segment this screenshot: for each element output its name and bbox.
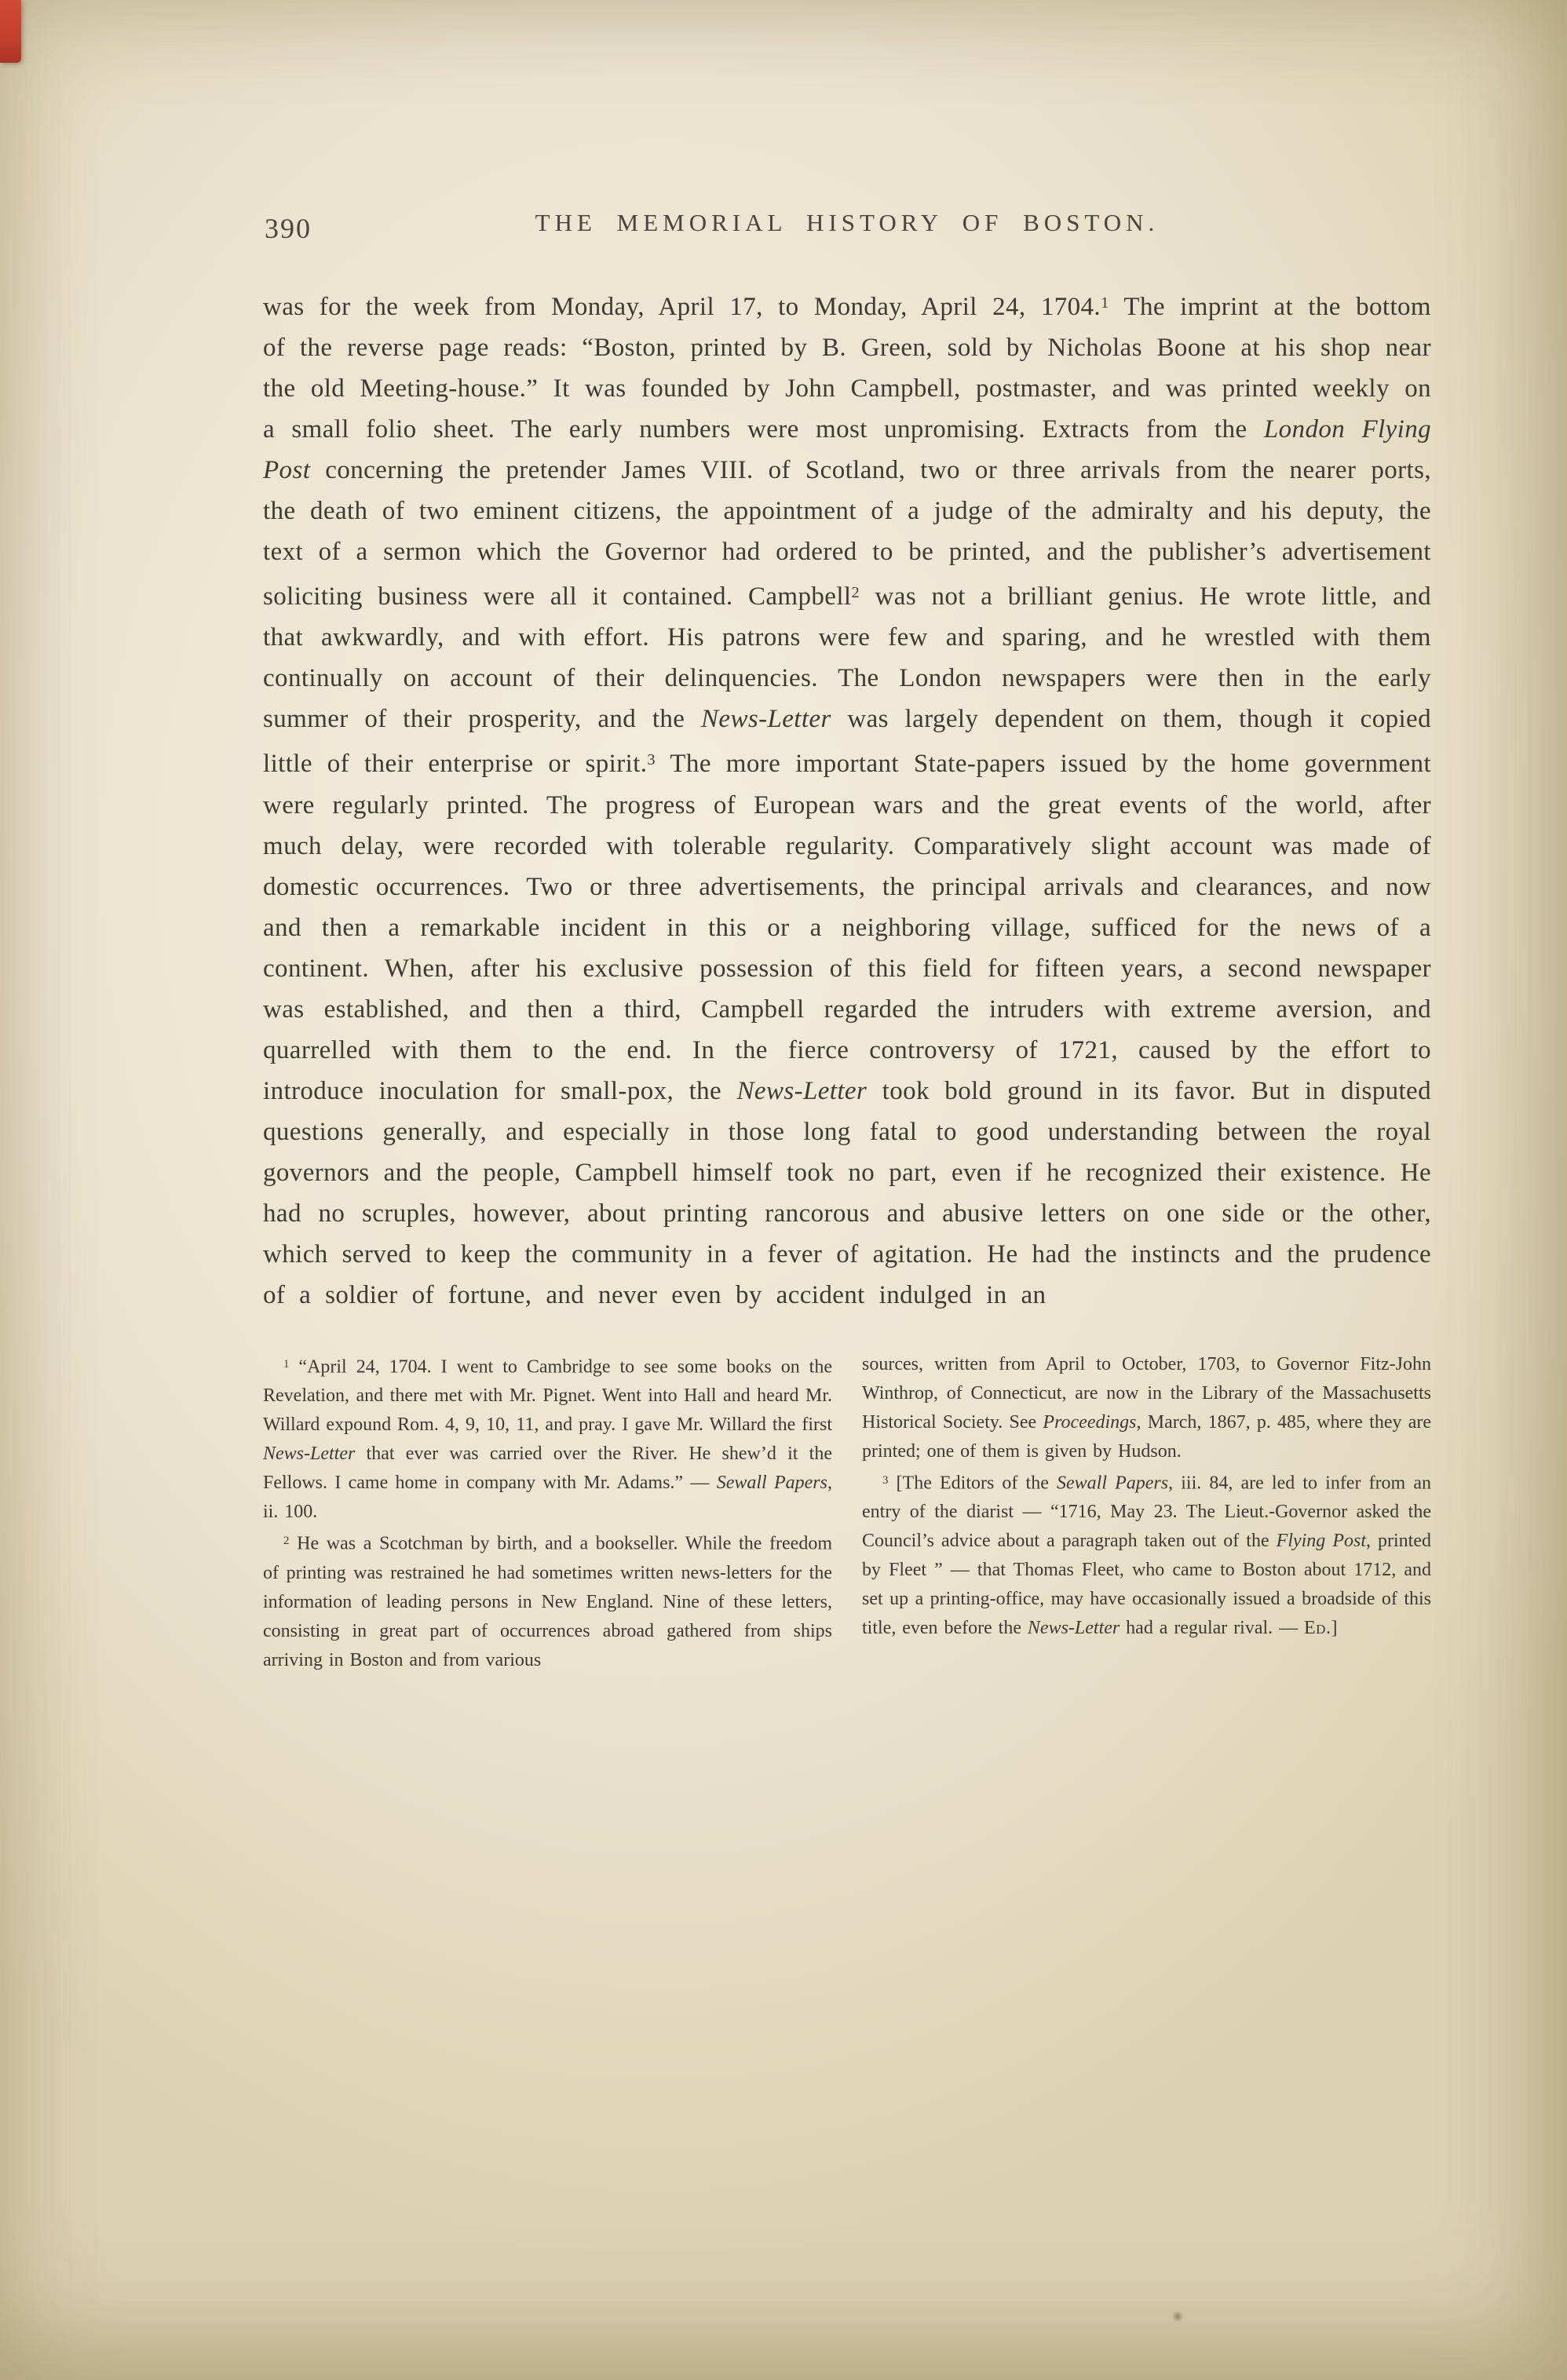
page-header xyxy=(263,206,1431,246)
page-number: 390 xyxy=(265,213,312,244)
footnote-2-continued: sources, written from April to October, 1703, to Governor Fitz-John Winthrop, of Connecticut, are now in the Library of the Massachusetts Historical Society. See Proceedings, March, 1867, p. 485, where they are printed; one of them is given by Hudson. xyxy=(862,1353,1431,1462)
page-content xyxy=(263,206,1431,1675)
footnote-column-right xyxy=(862,1350,1431,1675)
red-corner-mark xyxy=(0,0,21,63)
footnote-3: $^3$ [The Editors of the Sewall Papers, iii. 84, are led to infer from an entry of the diarist — “1716, May 23. The Lieut.-Governor asked the Council’s advice about a paragraph taken out of the Flying Post, printed by Fleet ” — that Thomas Fleet, who came to Boston about 1712, and set up a printing-office, may have occasionally issued a broadside of this title, even before the News-Letter had a regular rival. — Ed.] xyxy=(862,1473,1431,1639)
footnote-column-left xyxy=(263,1350,832,1675)
page-smudge xyxy=(1171,2311,1184,2322)
footnote-1: $^1$ “April 24, 1704. I went to Cambridge to see some books on the Revelation, and there met with Mr. Pignet. Went into Hall and heard Mr. Willard expound Rom. 4, 9, 10, 11, and pray. I gave Mr. Willard the first News-Letter that ever was carried over the River. He shew’d it the Fellows. I came home in company with Mr. Adams.” — Sewall Papers, ii. 100. xyxy=(263,1356,832,1523)
footnotes-section xyxy=(263,1350,1431,1675)
running-head-title: THE MEMORIAL HISTORY OF BOSTON. xyxy=(535,209,1160,236)
footnote-2: $^2$ He was a Scotchman by birth, and a bookseller. While the freedom of printing was restrained he had sometimes written news-letters for the information of leading persons in New England. Nine of these letters, consisting in great part of occurrences abroad gathered from ships arriving in Boston and from various xyxy=(263,1533,832,1670)
body-paragraph: was for the week from Monday, April 17, to Monday, April 24, 1704.$^1$ The imprint at the bottom of the reverse page reads: “Boston, printed by B. Green, sold by Nicholas Boone at his shop near the old Meeting-house.” It was founded by John Campbell, postmaster, and was printed weekly on a small folio sheet. The early numbers were most unpromising. Extracts from the London Flying Post concerning the pretender James VIII. of Scotland, two or three arrivals from the nearer ports, the death of two eminent citizens, the appointment of a judge of the admiralty and his deputy, the text of a sermon which the Governor had ordered to be printed, and the publisher’s advertisement soliciting business were all it contained. Campbell$^2$ was not a brilliant genius. He wrote little, and that awkwardly, and with effort. His patrons were few and sparing, and he wrestled with them continually on account of their delinquencies. The London newspapers were then in the early summer of their prosperity, and the News-Letter was largely dependent on them, though it copied little of their enterprise or spirit.$^3$ The more important State-papers issued by the home government were regularly printed. The progress of European wars and the great events of the world, after much delay, were recorded with tolerable regularity. Comparatively slight account was made of domestic occurrences. Two or three advertisements, the principal arrivals and clearances, and now and then a remarkable incident in this or a neighboring village, sufficed for the news of a continent. When, after his exclusive possession of this field for fifteen years, a second newspaper was established, and then a third, Campbell regarded the intruders with extreme aversion, and quarrelled with them to the end. In the fierce controversy of 1721, caused by the effort to introduce inoculation for small-pox, the News-Letter took bold ground in its favor. But in disputed questions generally, and especially in those long fatal to good understanding between the royal governors and the people, Campbell himself took no part, even if he recognized their existence. He had no scruples, however, about printing rancorous and abusive letters on one side or the other, which served to keep the community in a fever of agitation. He had the instincts and the prudence of a soldier of fortune, and never even by accident indulged in an xyxy=(263,293,1432,1309)
